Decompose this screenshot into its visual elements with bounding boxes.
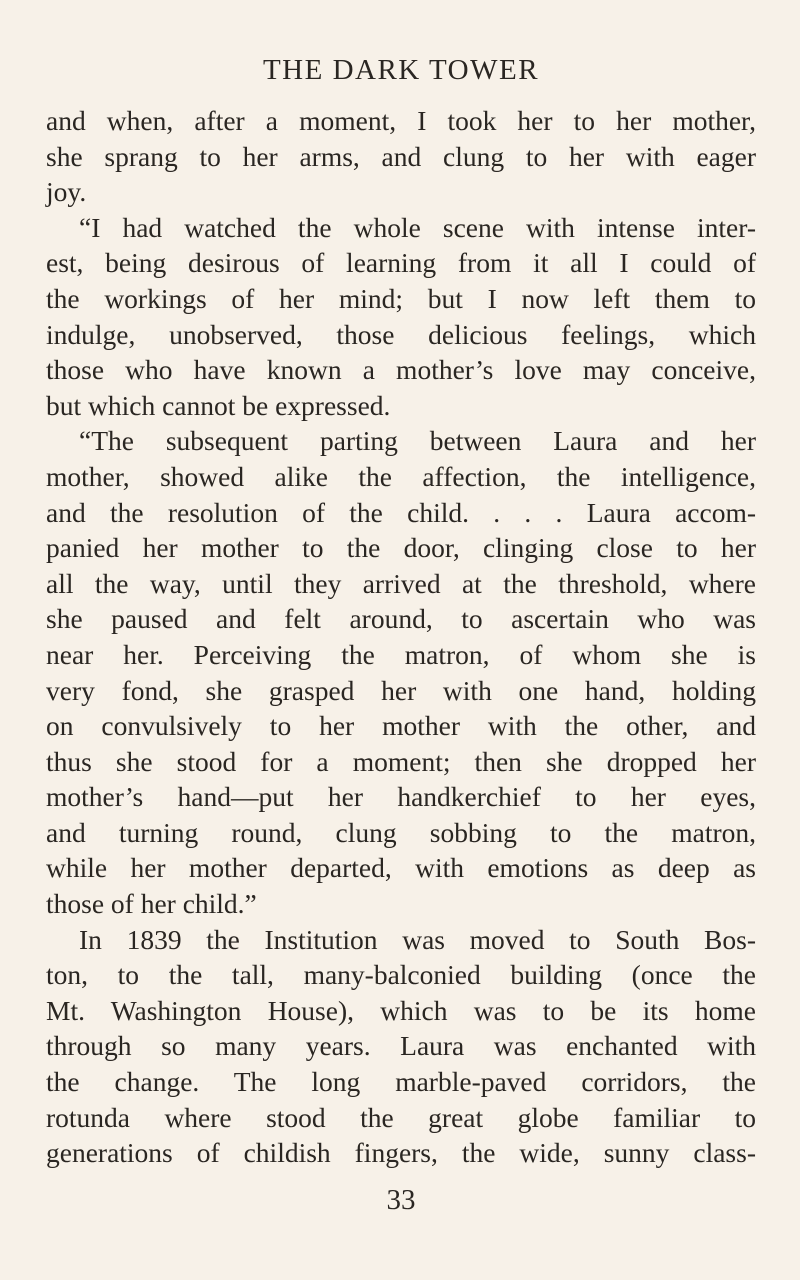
text-line: and turning round, clung sobbing to the matron, — [46, 816, 756, 848]
text-line: panied her mother to the door, clinging close to her — [46, 532, 756, 564]
text-line: the workings of her mind; but I now left them to — [46, 282, 756, 314]
page-number: 33 — [386, 1184, 416, 1216]
text-line: indulge, unobserved, those delicious feelings, which — [46, 318, 756, 350]
text-line: those of her child.” — [46, 888, 257, 920]
text-line: on convulsively to her mother with the other, and — [46, 710, 756, 742]
text-line: thus she stood for a moment; then she dropped her — [46, 745, 756, 777]
text-line: and when, after a moment, I took her to her mother, — [46, 105, 756, 136]
text-line: and the resolution of the child. . . . Laura accom- — [46, 496, 756, 528]
running-head: THE DARK TOWER — [262, 54, 540, 86]
text-line: those who have known a mother’s love may conceive, — [46, 354, 756, 386]
text-line: near her. Perceiving the matron, of whom she is — [46, 638, 756, 670]
book-page — [46, 0, 756, 1280]
text-line: generations of childish fingers, the wide, sunny class- — [46, 1137, 756, 1169]
text-line: through so many years. Laura was enchanted with — [46, 1030, 756, 1062]
text-line: the change. The long marble-paved corridors, the — [46, 1066, 756, 1098]
text-line: she paused and felt around, to ascertain who was — [46, 603, 756, 635]
body-text — [46, 103, 756, 1171]
text-line: very fond, she grasped her with one hand, holding — [46, 674, 756, 706]
text-line: while her mother departed, with emotions as deep as — [46, 852, 756, 884]
text-line: In 1839 the Institution was moved to South Bos- — [79, 923, 756, 955]
text-line: she sprang to her arms, and clung to her with eager — [46, 140, 756, 172]
text-line: ton, to the tall, many-balconied building (once the — [46, 959, 756, 991]
text-line: all the way, until they arrived at the threshold, where — [46, 567, 756, 599]
text-line: mother, showed alike the affection, the intelligence, — [46, 460, 756, 492]
text-line: Mt. Washington House), which was to be its home — [46, 994, 756, 1026]
text-line: rotunda where stood the great globe familiar to — [46, 1101, 756, 1133]
text-line: mother’s hand—put her handkerchief to her eyes, — [46, 781, 756, 813]
text-line: joy. — [46, 176, 87, 208]
text-line: but which cannot be expressed. — [46, 389, 391, 421]
text-line: est, being desirous of learning from it all I could of — [46, 247, 756, 279]
text-line: “The subsequent parting between Laura and her — [79, 425, 756, 457]
text-line: “I had watched the whole scene with intense inter- — [79, 211, 756, 243]
